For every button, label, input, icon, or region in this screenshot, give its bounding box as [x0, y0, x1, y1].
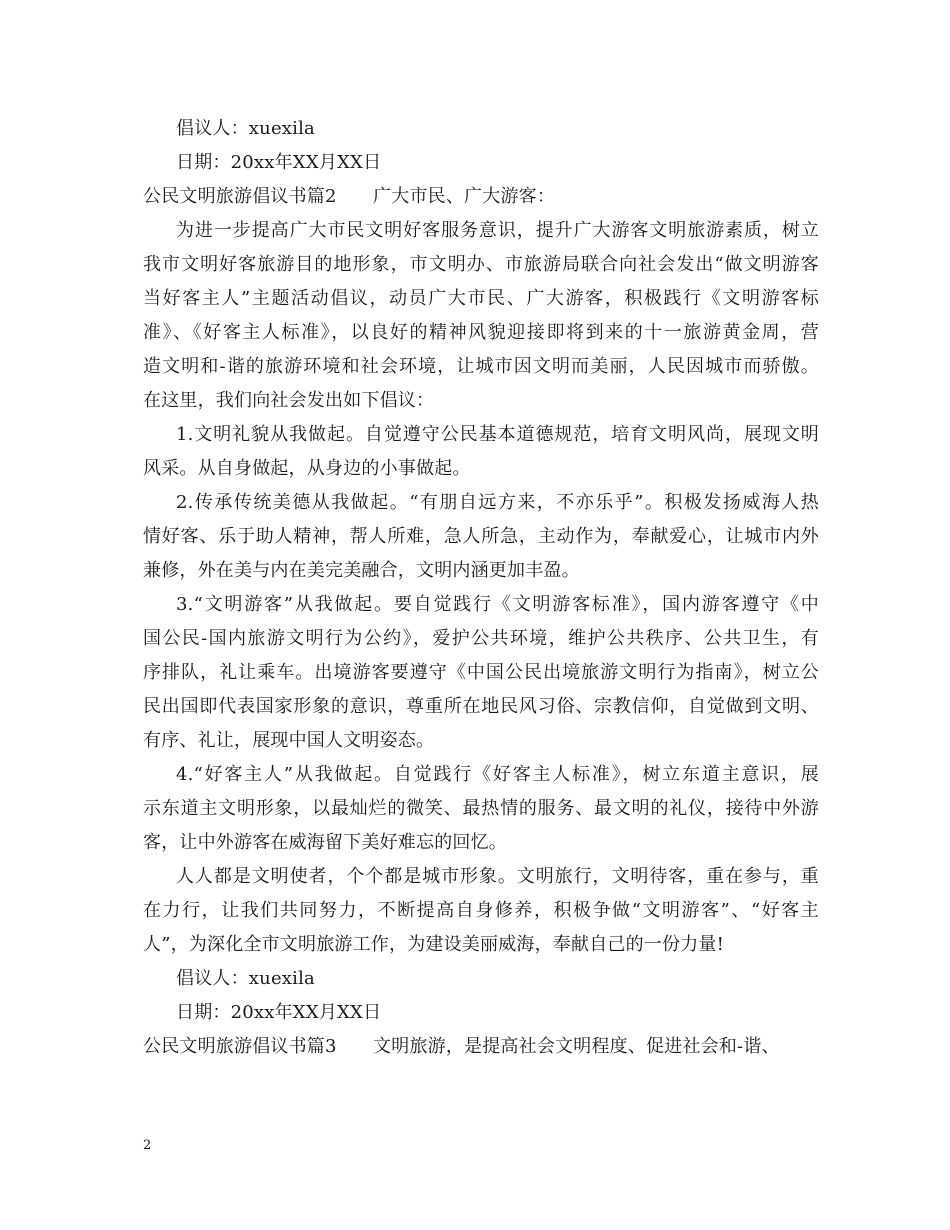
paragraph-line: 客，让中外游客在威海留下美好难忘的回忆。: [143, 832, 507, 853]
paragraph-line: 1.文明礼貌从我做起。自觉遵守公民基本道德规范，培育文明风尚，展现文明: [176, 424, 819, 445]
paragraph-line: 3.“文明游客”从我做起。要自觉践行《文明游客标准》，国内游客遵守《中: [176, 594, 819, 615]
date-line: 日期：20xx年XX月XX日: [176, 1002, 382, 1023]
paragraph-line: 兼修，外在美与内在美完美融合，文明内涵更加丰盈。: [143, 560, 580, 581]
paragraph-line: 有序、礼让，展现中国人文明姿态。: [143, 730, 435, 751]
section-heading-3: 公民文明旅游倡议书篇3 文明旅游，是提高社会文明程度、促进社会和-谐、: [143, 1036, 780, 1057]
date-line: 日期：20xx年XX月XX日: [176, 152, 382, 173]
paragraph-line: 民出国即代表国家形象的意识，尊重所在地民风习俗、宗教信仰，自觉做到文明、: [143, 696, 819, 717]
section-heading-2: 公民文明旅游倡议书篇2 广大市民、广大游客：: [143, 186, 556, 207]
paragraph-line: 国公民-国内旅游文明行为公约》，爱护公共环境，维护公共秩序、公共卫生，有: [143, 628, 819, 649]
paragraph-line: 人人都是文明使者，个个都是城市形象。文明旅行，文明待客，重在参与，重: [176, 866, 819, 887]
paragraph-line: 我市文明好客旅游目的地形象，市文明办、市旅游局联合向社会发出“做文明游客: [143, 254, 819, 275]
paragraph-line: 准》、《好客主人标准》，以良好的精神风貌迎接即将到来的十一旅游黄金周，营: [143, 322, 819, 343]
paragraph-line: 2.传承传统美德从我做起。“有朋自远方来，不亦乐乎”。积极发扬威海人热: [176, 492, 819, 513]
paragraph-line: 序排队，礼让乘车。出境游客要遵守《中国公民出境旅游文明行为指南》，树立公: [143, 662, 819, 683]
paragraph-line: 在力行，让我们共同努力，不断提高自身修养，积极争做“文明游客”、“好客主: [143, 900, 819, 921]
paragraph-line: 情好客、乐于助人精神，帮人所难，急人所急，主动作为，奉献爱心，让城市内外: [143, 526, 819, 547]
paragraph-line: 风采。从自身做起，从身边的小事做起。: [143, 458, 471, 479]
paragraph-line: 人”，为深化全市文明旅游工作，为建设美丽威海，奉献自己的一份力量!: [143, 934, 725, 955]
paragraph-line: 示东道主文明形象，以最灿烂的微笑、最热情的服务、最文明的礼仪，接待中外游: [143, 798, 819, 819]
paragraph-line: 当好客主人”主题活动倡议，动员广大市民、广大游客，积极践行《文明游客标: [143, 288, 819, 309]
paragraph-line: 4.“好客主人”从我做起。自觉践行《好客主人标准》，树立东道主意识，展: [176, 764, 819, 785]
paragraph-line: 在这里，我们向社会发出如下倡议：: [143, 390, 435, 411]
paragraph-line: 造文明和-谐的旅游环境和社会环境，让城市因文明而美丽，人民因城市而骄傲。: [143, 356, 819, 377]
page-number: 2: [143, 1138, 152, 1153]
paragraph-line: 为进一步提高广大市民文明好客服务意识，提升广大游客文明旅游素质，树立: [176, 220, 819, 241]
signatory-line: 倡议人：xuexila: [176, 968, 315, 989]
signatory-line: 倡议人：xuexila: [176, 118, 315, 139]
